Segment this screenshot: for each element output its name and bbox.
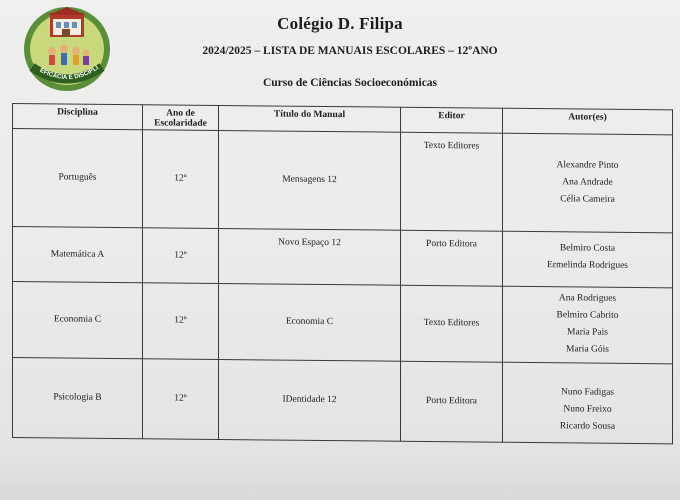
header-publisher: Editor xyxy=(401,107,503,133)
cell-year: 12º xyxy=(143,359,219,440)
course-name: Curso de Ciências Socioeconómicas xyxy=(262,77,438,89)
table-row xyxy=(13,281,673,363)
header-authors: Autor(es) xyxy=(503,108,673,135)
cell-publisher: Porto Editora xyxy=(401,230,503,286)
author-name: Nuno Fadigas xyxy=(560,387,615,398)
school-crest-logo xyxy=(22,5,112,93)
document-subtitle: 2024/2025 – LISTA DE MANUAIS ESCOLARES – 12ºANO xyxy=(202,45,498,57)
crest-graphic xyxy=(22,5,112,93)
logo-motto: EFICÁCIA E DISCIPLI xyxy=(38,64,100,82)
header-year xyxy=(143,105,219,131)
author-name: Ana Rodrigues xyxy=(558,293,617,305)
cell-authors xyxy=(503,231,673,288)
author-name: Maria Pais xyxy=(567,327,608,339)
author-name: Alexandre Pinto xyxy=(556,160,619,171)
cell-title: IDentidade 12 xyxy=(219,359,401,441)
cell-publisher: Porto Editora xyxy=(401,361,503,442)
cell-year: 12º xyxy=(143,130,219,229)
cell-authors xyxy=(503,133,673,233)
school-name: Colégio D. Filipa xyxy=(277,14,403,33)
cell-publisher: Texto Editores xyxy=(401,132,503,231)
cell-subject: Economia C xyxy=(13,281,143,358)
header-year-line2: Escolaridade xyxy=(154,118,207,130)
cell-title: Mensagens 12 xyxy=(219,130,401,230)
author-name: Belmiro Costa xyxy=(559,243,616,254)
textbook-table xyxy=(12,103,673,444)
author-name: Ricardo Sousa xyxy=(559,421,616,432)
cell-publisher: Texto Editores xyxy=(401,285,503,362)
table-row xyxy=(13,128,673,232)
table-row xyxy=(13,357,673,443)
paper-shadow xyxy=(0,454,680,500)
cell-year: 12º xyxy=(143,228,219,284)
cell-title: Economia C xyxy=(219,283,401,361)
author-name: Belmiro Cabrito xyxy=(556,310,619,322)
cell-authors xyxy=(503,286,673,364)
cell-year: 12º xyxy=(143,283,219,360)
cell-title: Novo Espaço 12 xyxy=(219,228,401,285)
cell-authors xyxy=(503,362,673,444)
cell-subject: Matemática A xyxy=(13,226,143,282)
header-title: Título do Manual xyxy=(219,105,401,132)
table-row xyxy=(13,226,673,287)
cell-subject: Português xyxy=(13,128,143,227)
author-name: Célia Cameira xyxy=(560,194,615,205)
header-subject: Disciplina xyxy=(13,104,143,130)
cell-subject: Psicologia B xyxy=(13,357,143,438)
author-name: Nuno Freixo xyxy=(563,404,612,415)
author-name: Maria Góis xyxy=(565,344,609,356)
header-year-line1: Ano de xyxy=(166,108,195,119)
author-name: Ana Andrade xyxy=(562,177,613,188)
author-name: Ermelinda Rodrigues xyxy=(547,260,628,271)
